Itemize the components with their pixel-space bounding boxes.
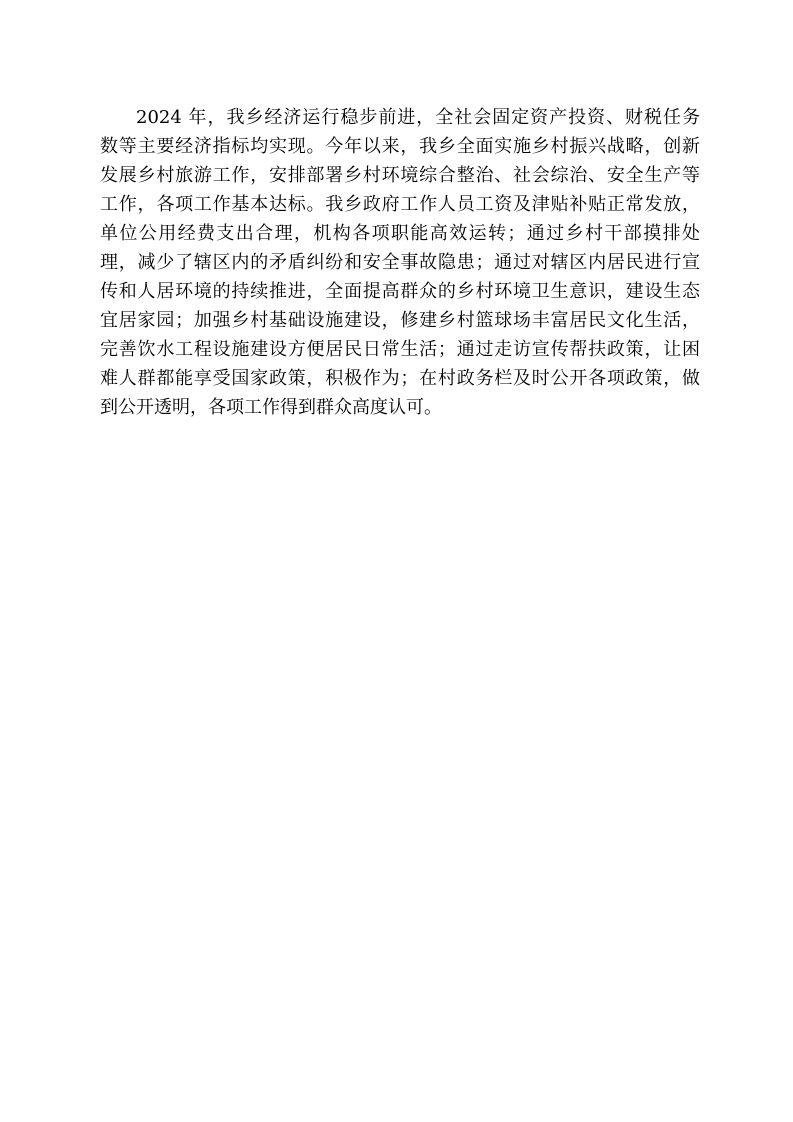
paragraph-line: 理，减少了辖区内的矛盾纠纷和安全事故隐患；通过对辖区内居民进行宣 [100,252,700,273]
paragraph-line: 工作，各项工作基本达标。我乡政府工作人员工资及津贴补贴正常发放， [100,194,700,215]
paragraph-line: 单位公用经费支出合理，机构各项职能高效运转；通过乡村干部摸排处 [100,223,700,244]
paragraph-line: 宜居家园；加强乡村基础设施建设，修建乡村篮球场丰富居民文化生活， [100,310,700,331]
paragraph-line: 传和人居环境的持续推进，全面提高群众的乡村环境卫生意识，建设生态 [100,281,700,302]
paragraph-line: 2024 年，我乡经济运行稳步前进，全社会固定资产投资、财税任务 [136,107,700,128]
paragraph-line: 难人群都能享受国家政策，积极作为；在村政务栏及时公开各项政策，做 [100,368,700,389]
paragraph-line: 发展乡村旅游工作，安排部署乡村环境综合整治、社会综治、安全生产等 [100,165,700,186]
paragraph-line: 数等主要经济指标均实现。今年以来，我乡全面实施乡村振兴战略，创新 [100,136,700,157]
paragraph-line: 到公开透明，各项工作得到群众高度认可。 [100,397,442,418]
body-paragraph [100,103,700,422]
paragraph-line: 完善饮水工程设施建设方便居民日常生活；通过走访宣传帮扶政策，让困 [100,339,700,360]
